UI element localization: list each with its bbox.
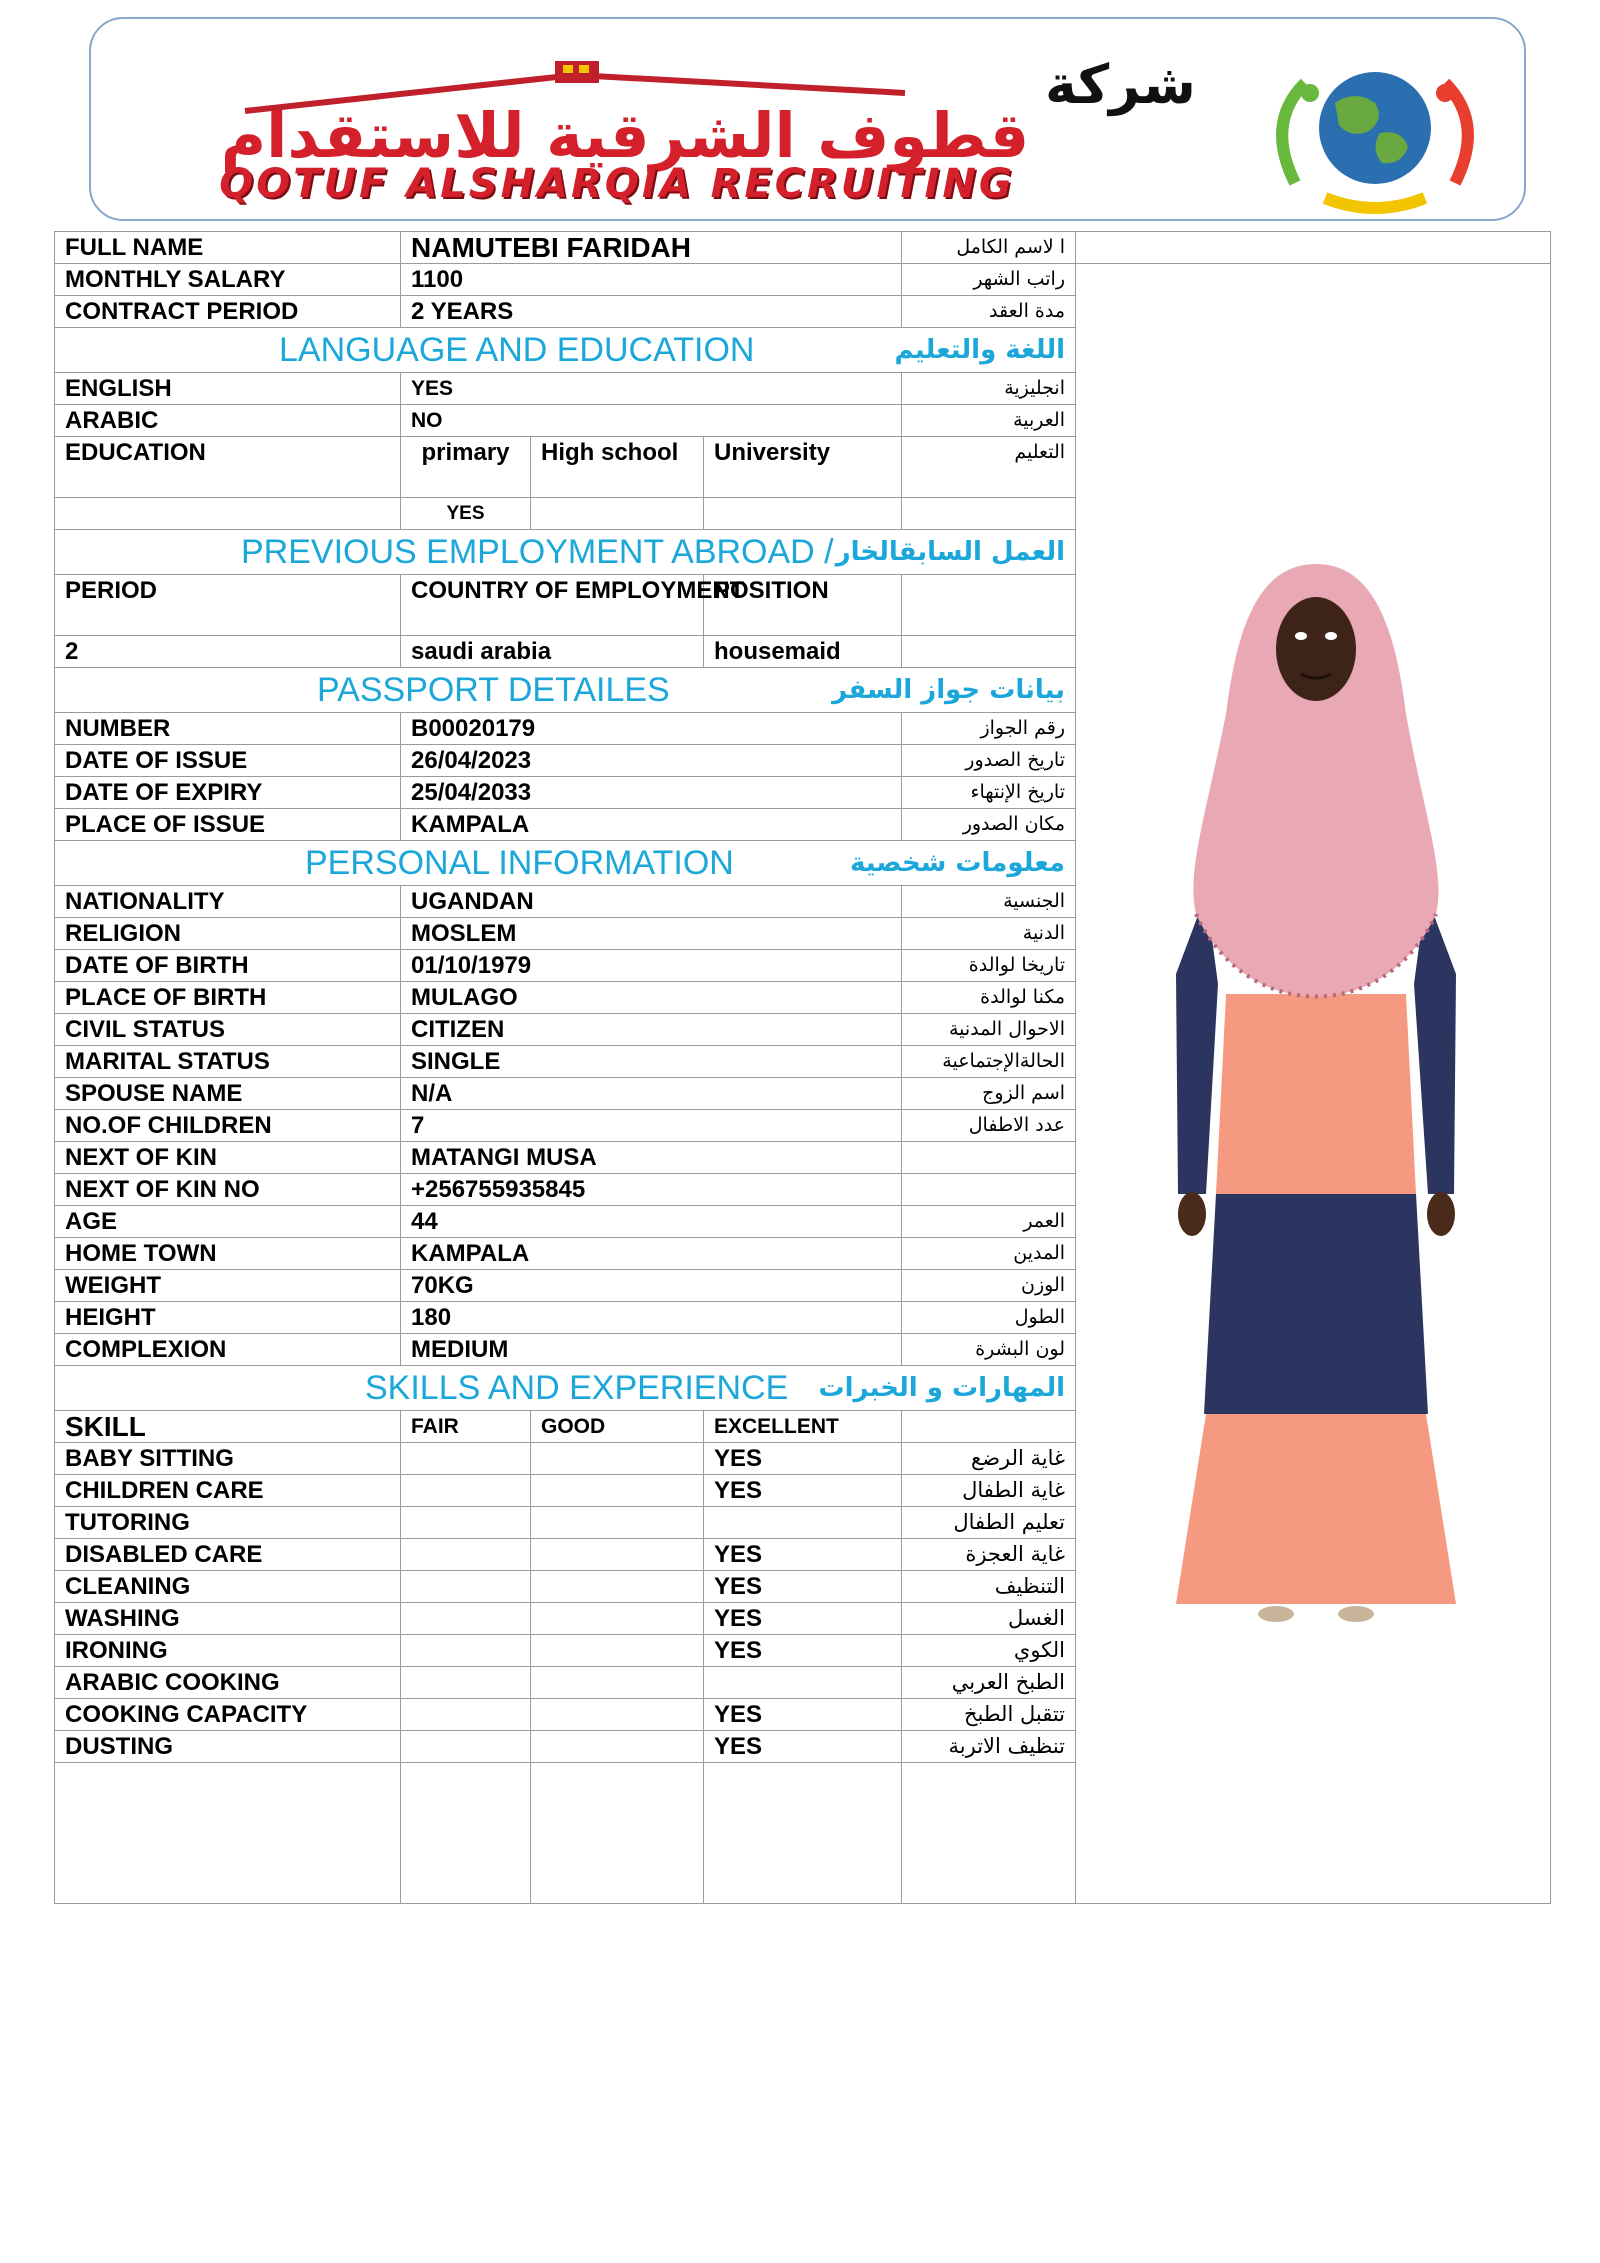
personal-value: 180	[401, 1302, 902, 1334]
education-ar: التعليم	[902, 437, 1076, 498]
employment-period-header: PERIOD	[55, 575, 401, 636]
education-primary: primary	[401, 437, 531, 498]
empty-cell	[902, 1411, 1076, 1443]
excellent-header: EXCELLENT	[704, 1411, 902, 1443]
skill-label: DISABLED CARE	[55, 1539, 401, 1571]
empty-cell	[531, 1731, 704, 1763]
logo-english-name: QOTUF ALSHARQIA RECRUITING	[219, 161, 1015, 207]
skill-label: CLEANING	[55, 1571, 401, 1603]
english-value: YES	[401, 373, 902, 405]
personal-value: N/A	[401, 1078, 902, 1110]
passport-ar: رقم الجواز	[902, 713, 1076, 745]
empty-cell	[531, 498, 704, 530]
section-header	[55, 841, 1076, 886]
empty-cell	[902, 636, 1076, 668]
passport-value: B00020179	[401, 713, 902, 745]
skill-excellent: YES	[704, 1571, 902, 1603]
section-title: LANGUAGE AND EDUCATION	[279, 331, 755, 369]
section-title: SKILLS AND EXPERIENCE	[365, 1369, 789, 1407]
personal-label: NEXT OF KIN NO	[55, 1174, 401, 1206]
employment-period: 2	[55, 636, 401, 668]
section-title-ar: معلومات شخصية	[849, 847, 1066, 878]
empty-cell	[401, 1699, 531, 1731]
personal-ar: الطول	[902, 1302, 1076, 1334]
personal-value: MATANGI MUSA	[401, 1142, 902, 1174]
skill-ar: غاية الطفال	[902, 1475, 1076, 1507]
skill-label: WASHING	[55, 1603, 401, 1635]
full-name-value: NAMUTEBI FARIDAH	[401, 232, 902, 264]
empty-cell	[401, 1507, 531, 1539]
personal-value: MULAGO	[401, 982, 902, 1014]
applicant-photo	[1166, 554, 1466, 1644]
personal-value: MOSLEM	[401, 918, 902, 950]
personal-ar: الاحوال المدنية	[902, 1014, 1076, 1046]
empty-cell	[704, 498, 902, 530]
skill-ar: غاية العجزة	[902, 1539, 1076, 1571]
full-name-label: FULL NAME	[55, 232, 401, 264]
skill-ar: تتقبل الطبخ	[902, 1699, 1076, 1731]
skill-ar: تعليم الطفال	[902, 1507, 1076, 1539]
skill-label: COOKING CAPACITY	[55, 1699, 401, 1731]
skill-excellent: YES	[704, 1603, 902, 1635]
personal-value: +256755935845	[401, 1174, 902, 1206]
skill-excellent: YES	[704, 1475, 902, 1507]
personal-value: 44	[401, 1206, 902, 1238]
employment-position: housemaid	[704, 636, 902, 668]
arabic-label: ARABIC	[55, 405, 401, 437]
salary-label: MONTHLY SALARY	[55, 264, 401, 296]
personal-value: 01/10/1979	[401, 950, 902, 982]
salary-ar: راتب الشهر	[902, 264, 1076, 296]
empty-cell	[531, 1539, 704, 1571]
contract-ar: مدة العقد	[902, 296, 1076, 328]
passport-ar: تاريخ الصدور	[902, 745, 1076, 777]
personal-value: UGANDAN	[401, 886, 902, 918]
english-ar: انجليزية	[902, 373, 1076, 405]
passport-ar: مكان الصدور	[902, 809, 1076, 841]
photo-cell	[1076, 264, 1551, 1904]
skill-excellent	[704, 1667, 902, 1699]
salary-value: 1100	[401, 264, 902, 296]
logo-arabic-word: شركة	[1045, 53, 1196, 116]
personal-ar	[902, 1142, 1076, 1174]
personal-ar	[902, 1174, 1076, 1206]
personal-value: 7	[401, 1110, 902, 1142]
personal-value: CITIZEN	[401, 1014, 902, 1046]
basic-row-full-name	[55, 232, 1551, 264]
empty-cell	[902, 498, 1076, 530]
passport-label: DATE OF ISSUE	[55, 745, 401, 777]
empty-cell	[531, 1475, 704, 1507]
empty-cell	[531, 1635, 704, 1667]
empty-cell	[902, 575, 1076, 636]
company-logo	[145, 53, 1475, 207]
empty-cell	[531, 1443, 704, 1475]
skill-label: CHILDREN CARE	[55, 1475, 401, 1507]
passport-label: NUMBER	[55, 713, 401, 745]
empty-cell	[902, 1763, 1076, 1904]
empty-cell	[55, 498, 401, 530]
good-header: GOOD	[531, 1411, 704, 1443]
passport-value: 26/04/2023	[401, 745, 902, 777]
personal-label: NO.OF CHILDREN	[55, 1110, 401, 1142]
personal-label: MARITAL STATUS	[55, 1046, 401, 1078]
personal-label: DATE OF BIRTH	[55, 950, 401, 982]
fair-header: FAIR	[401, 1411, 531, 1443]
empty-cell	[401, 1763, 531, 1904]
empty-cell	[531, 1571, 704, 1603]
personal-value: MEDIUM	[401, 1334, 902, 1366]
empty-cell	[401, 1475, 531, 1507]
skill-label: TUTORING	[55, 1507, 401, 1539]
skill-ar: الطبخ العربي	[902, 1667, 1076, 1699]
section-title-ar: المهارات و الخبرات	[818, 1372, 1066, 1403]
contract-value: 2 YEARS	[401, 296, 902, 328]
section-title: PREVIOUS EMPLOYMENT ABROAD /	[241, 533, 834, 571]
basic-row-salary	[55, 264, 1551, 296]
skill-ar: غاية الرضع	[902, 1443, 1076, 1475]
personal-label: NATIONALITY	[55, 886, 401, 918]
personal-ar: الدنية	[902, 918, 1076, 950]
skill-excellent: YES	[704, 1635, 902, 1667]
employment-country-header: COUNTRY OF EMPLOYMENT	[401, 575, 704, 636]
personal-label: PLACE OF BIRTH	[55, 982, 401, 1014]
education-high-school: High school	[531, 437, 704, 498]
empty-cell	[704, 1763, 902, 1904]
skill-label: IRONING	[55, 1635, 401, 1667]
section-title-ar: اللغة والتعليم	[894, 334, 1066, 365]
empty-cell	[401, 1635, 531, 1667]
personal-label: WEIGHT	[55, 1270, 401, 1302]
personal-ar: الجنسية	[902, 886, 1076, 918]
full-name-ar: ا لاسم الكامل	[902, 232, 1076, 264]
empty-cell	[401, 1731, 531, 1763]
personal-label: SPOUSE NAME	[55, 1078, 401, 1110]
logo-arabic-name: قطوف الشرقية للاستقدام	[220, 99, 1030, 172]
empty-cell	[1076, 232, 1551, 264]
personal-ar: العمر	[902, 1206, 1076, 1238]
section-title-ar: بيانات جواز السفر	[832, 674, 1066, 705]
personal-ar: الوزن	[902, 1270, 1076, 1302]
personal-ar: المدين	[902, 1238, 1076, 1270]
empty-cell	[531, 1699, 704, 1731]
empty-cell	[531, 1507, 704, 1539]
contract-label: CONTRACT PERIOD	[55, 296, 401, 328]
personal-value: 70KG	[401, 1270, 902, 1302]
personal-value: SINGLE	[401, 1046, 902, 1078]
arabic-ar: العربية	[902, 405, 1076, 437]
employment-position-header: POSITION	[704, 575, 902, 636]
personal-label: HEIGHT	[55, 1302, 401, 1334]
passport-label: DATE OF EXPIRY	[55, 777, 401, 809]
cv-table	[54, 231, 1551, 1904]
empty-cell	[401, 1571, 531, 1603]
skill-ar: الكوي	[902, 1635, 1076, 1667]
section-title: PASSPORT DETAILES	[317, 671, 670, 709]
skill-ar: التنظيف	[902, 1571, 1076, 1603]
personal-ar: لون البشرة	[902, 1334, 1076, 1366]
empty-cell	[55, 1763, 401, 1904]
personal-ar: مكنا لوالدة	[902, 982, 1076, 1014]
skill-label: DUSTING	[55, 1731, 401, 1763]
personal-ar: الحالةالإجتماعية	[902, 1046, 1076, 1078]
section-title-ar: العمل السابقالخار	[835, 536, 1066, 567]
skill-excellent: YES	[704, 1443, 902, 1475]
personal-label: COMPLEXION	[55, 1334, 401, 1366]
skill-ar: تنظيف الاتربة	[902, 1731, 1076, 1763]
passport-ar: تاريخ الإنتهاء	[902, 777, 1076, 809]
personal-ar: عدد الاطفال	[902, 1110, 1076, 1142]
header-banner	[89, 17, 1526, 221]
personal-label: AGE	[55, 1206, 401, 1238]
employment-country: saudi arabia	[401, 636, 704, 668]
passport-value: KAMPALA	[401, 809, 902, 841]
empty-cell	[401, 1443, 531, 1475]
education-primary-value: YES	[401, 498, 531, 530]
english-label: ENGLISH	[55, 373, 401, 405]
education-label: EDUCATION	[55, 437, 401, 498]
empty-cell	[401, 1539, 531, 1571]
empty-cell	[531, 1667, 704, 1699]
personal-ar: تاريخا لوالدة	[902, 950, 1076, 982]
personal-label: NEXT OF KIN	[55, 1142, 401, 1174]
section-header	[55, 328, 1076, 373]
skill-excellent: YES	[704, 1699, 902, 1731]
skill-excellent	[704, 1507, 902, 1539]
empty-cell	[401, 1603, 531, 1635]
empty-cell	[531, 1763, 704, 1904]
skill-label: ARABIC COOKING	[55, 1667, 401, 1699]
education-university: University	[704, 437, 902, 498]
skill-header: SKILL	[55, 1411, 401, 1443]
personal-label: CIVIL STATUS	[55, 1014, 401, 1046]
passport-value: 25/04/2033	[401, 777, 902, 809]
personal-value: KAMPALA	[401, 1238, 902, 1270]
skill-excellent: YES	[704, 1731, 902, 1763]
passport-label: PLACE OF ISSUE	[55, 809, 401, 841]
personal-label: RELIGION	[55, 918, 401, 950]
section-title: PERSONAL INFORMATION	[305, 844, 734, 882]
section-header	[55, 668, 1076, 713]
arabic-value: NO	[401, 405, 902, 437]
skill-ar: الغسل	[902, 1603, 1076, 1635]
section-header	[55, 1366, 1076, 1411]
skill-label: BABY SITTING	[55, 1443, 401, 1475]
section-header	[55, 530, 1076, 575]
personal-ar: اسم الزوج	[902, 1078, 1076, 1110]
skill-excellent: YES	[704, 1539, 902, 1571]
empty-cell	[531, 1603, 704, 1635]
empty-cell	[401, 1667, 531, 1699]
personal-label: HOME TOWN	[55, 1238, 401, 1270]
